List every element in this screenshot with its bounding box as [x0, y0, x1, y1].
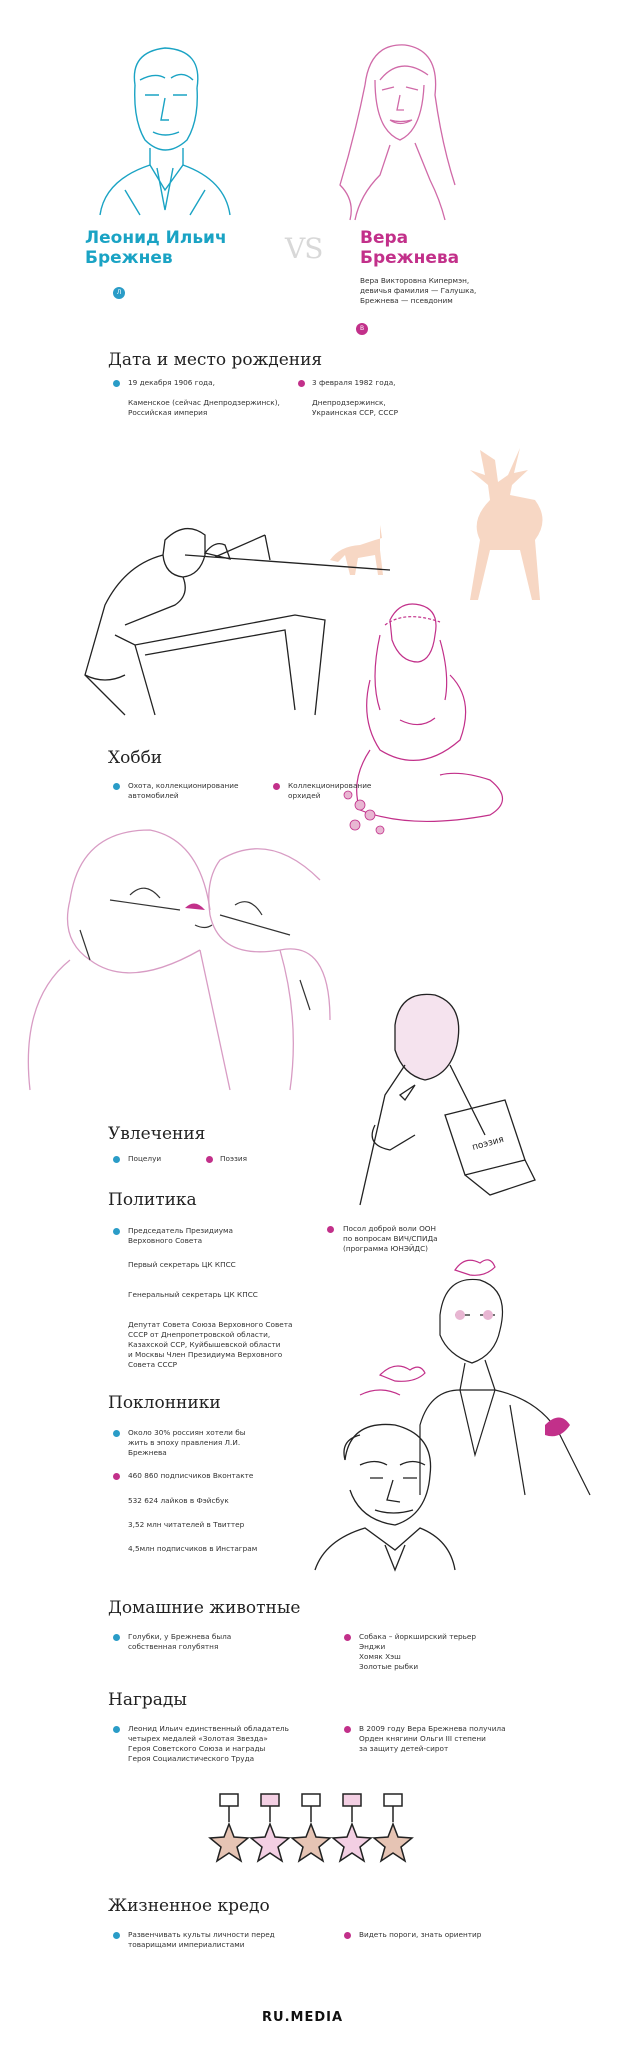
fans-left-5: 4,5млн подписчиков в Инстаграм — [128, 1544, 258, 1553]
fans-left-2: 460 860 подписчиков Вконтакте — [128, 1471, 254, 1480]
bullet-dot — [113, 1634, 120, 1641]
bullet-dot — [113, 1726, 120, 1733]
right-badge: В — [356, 323, 368, 335]
deer-silhouette-large — [440, 440, 570, 610]
section-title-interests: Увлечения — [108, 1124, 206, 1144]
birth-left-text: 19 декабря 1906 года, Каменское (сейчас Днепродзержинск), Российская империя — [128, 378, 280, 417]
vs-label: VS — [285, 232, 323, 265]
hobby-right-text: Коллекционирование орхидей — [288, 781, 372, 800]
politics-left-3: Генеральный секретарь ЦК КПСС — [128, 1290, 258, 1299]
politics-right-text: Посол доброй воли ООН по вопросам ВИЧ/СПИДа (программа ЮНЭЙДС) — [343, 1224, 438, 1253]
section-title-pets: Домашние животные — [108, 1598, 301, 1618]
right-person-name — [360, 228, 459, 268]
kiss-illustration — [0, 820, 330, 1090]
bullet-dot — [113, 1228, 120, 1235]
fans-left-4: 3,52 млн читателей в Твиттер — [128, 1520, 245, 1529]
bullet-dot — [273, 783, 280, 790]
svg-text:поэзия: поэзия — [471, 1134, 506, 1153]
hobby-left-text: Охота, коллекционирование автомобилей — [128, 781, 239, 800]
section-title-politics: Политика — [108, 1190, 197, 1210]
rumedia-logo[interactable]: RU.MEDIA — [262, 2010, 344, 2025]
interests-left-text: Поцелуи — [128, 1154, 162, 1163]
bullet-dot — [344, 1932, 351, 1939]
brezhneva-portrait-illustration — [320, 35, 470, 220]
brezhnev-elder-illustration — [315, 1420, 455, 1570]
section-title-hobby: Хобби — [108, 748, 163, 768]
bullet-dot — [344, 1634, 351, 1641]
section-title-credo: Жизненное кредо — [108, 1896, 270, 1916]
pets-right-text: Собака – йоркширский терьер Энджи Хомяк Хэш Золотые рыбки — [359, 1632, 477, 1671]
fans-left-1: Около 30% россиян хотели бы жить в эпоху правления Л.И. Брежнева — [128, 1428, 246, 1457]
left-name-line1: Леонид Ильич — [85, 228, 227, 248]
right-name-line2: Брежнева — [360, 248, 460, 268]
bullet-dot — [113, 380, 120, 387]
bullet-dot — [113, 783, 120, 790]
bullet-dot — [113, 1156, 120, 1163]
bullet-dot — [298, 380, 305, 387]
right-name-line1: Вера — [360, 228, 409, 248]
bullet-dot — [327, 1226, 334, 1233]
medals-illustration — [205, 1792, 415, 1872]
politics-left-1: Председатель Президиума Верховного Совета — [128, 1226, 234, 1245]
left-badge: Л — [113, 287, 125, 299]
birth-right-text: 3 февраля 1982 года, Днепродзержинск, Украинская ССР, СССР — [312, 378, 398, 417]
politics-left-2: Первый секретарь ЦК КПСС — [128, 1260, 236, 1269]
woman-reading-illustration — [345, 985, 545, 1205]
pregnant-woman-illustration — [340, 600, 520, 850]
credo-right-text: Видеть пороги, знать ориентир — [359, 1930, 482, 1939]
bullet-dot — [344, 1726, 351, 1733]
bullet-dot — [206, 1156, 213, 1163]
section-title-awards: Награды — [108, 1690, 187, 1710]
section-title-birth: Дата и место рождения — [108, 350, 323, 370]
pets-left-text: Голубки, у Брежнева была собственная голубятня — [128, 1632, 232, 1651]
left-person-name — [85, 228, 227, 268]
brezhnev-portrait-illustration — [95, 40, 235, 215]
credo-left-text: Развенчивать культы личности перед товарищами империалистами — [128, 1930, 275, 1949]
left-name-line2: Брежнев — [85, 248, 173, 268]
awards-right-text: В 2009 году Вера Брежнева получила Орден княгини Ольги III степени за защиту детей-сирот — [359, 1724, 506, 1753]
section-title-fans: Поклонники — [108, 1393, 221, 1413]
bullet-dot — [113, 1430, 120, 1437]
right-person-note: Вера Викторовна Кипермэн, девичья фамилия — Галушка, Брежнева — псевдоним — [360, 276, 477, 305]
bullet-dot — [113, 1932, 120, 1939]
interests-right-text: Поэзия — [220, 1154, 247, 1163]
fans-left-3: 532 624 лайков в Фэйсбук — [128, 1496, 229, 1505]
bullet-dot — [113, 1473, 120, 1480]
politics-left-4: Депутат Совета Союза Верховного Совета СССР от Днепропетровской области, Казахской ССР, Куйбышевской области и Москвы Член Президиума Верховного Совета СССР — [128, 1320, 293, 1369]
awards-left-text: Леонид Ильич единственный обладатель четырех медалей «Золотая Звезда» Героя Советского Союза и награды Героя Социалистического Труда — [128, 1724, 289, 1763]
